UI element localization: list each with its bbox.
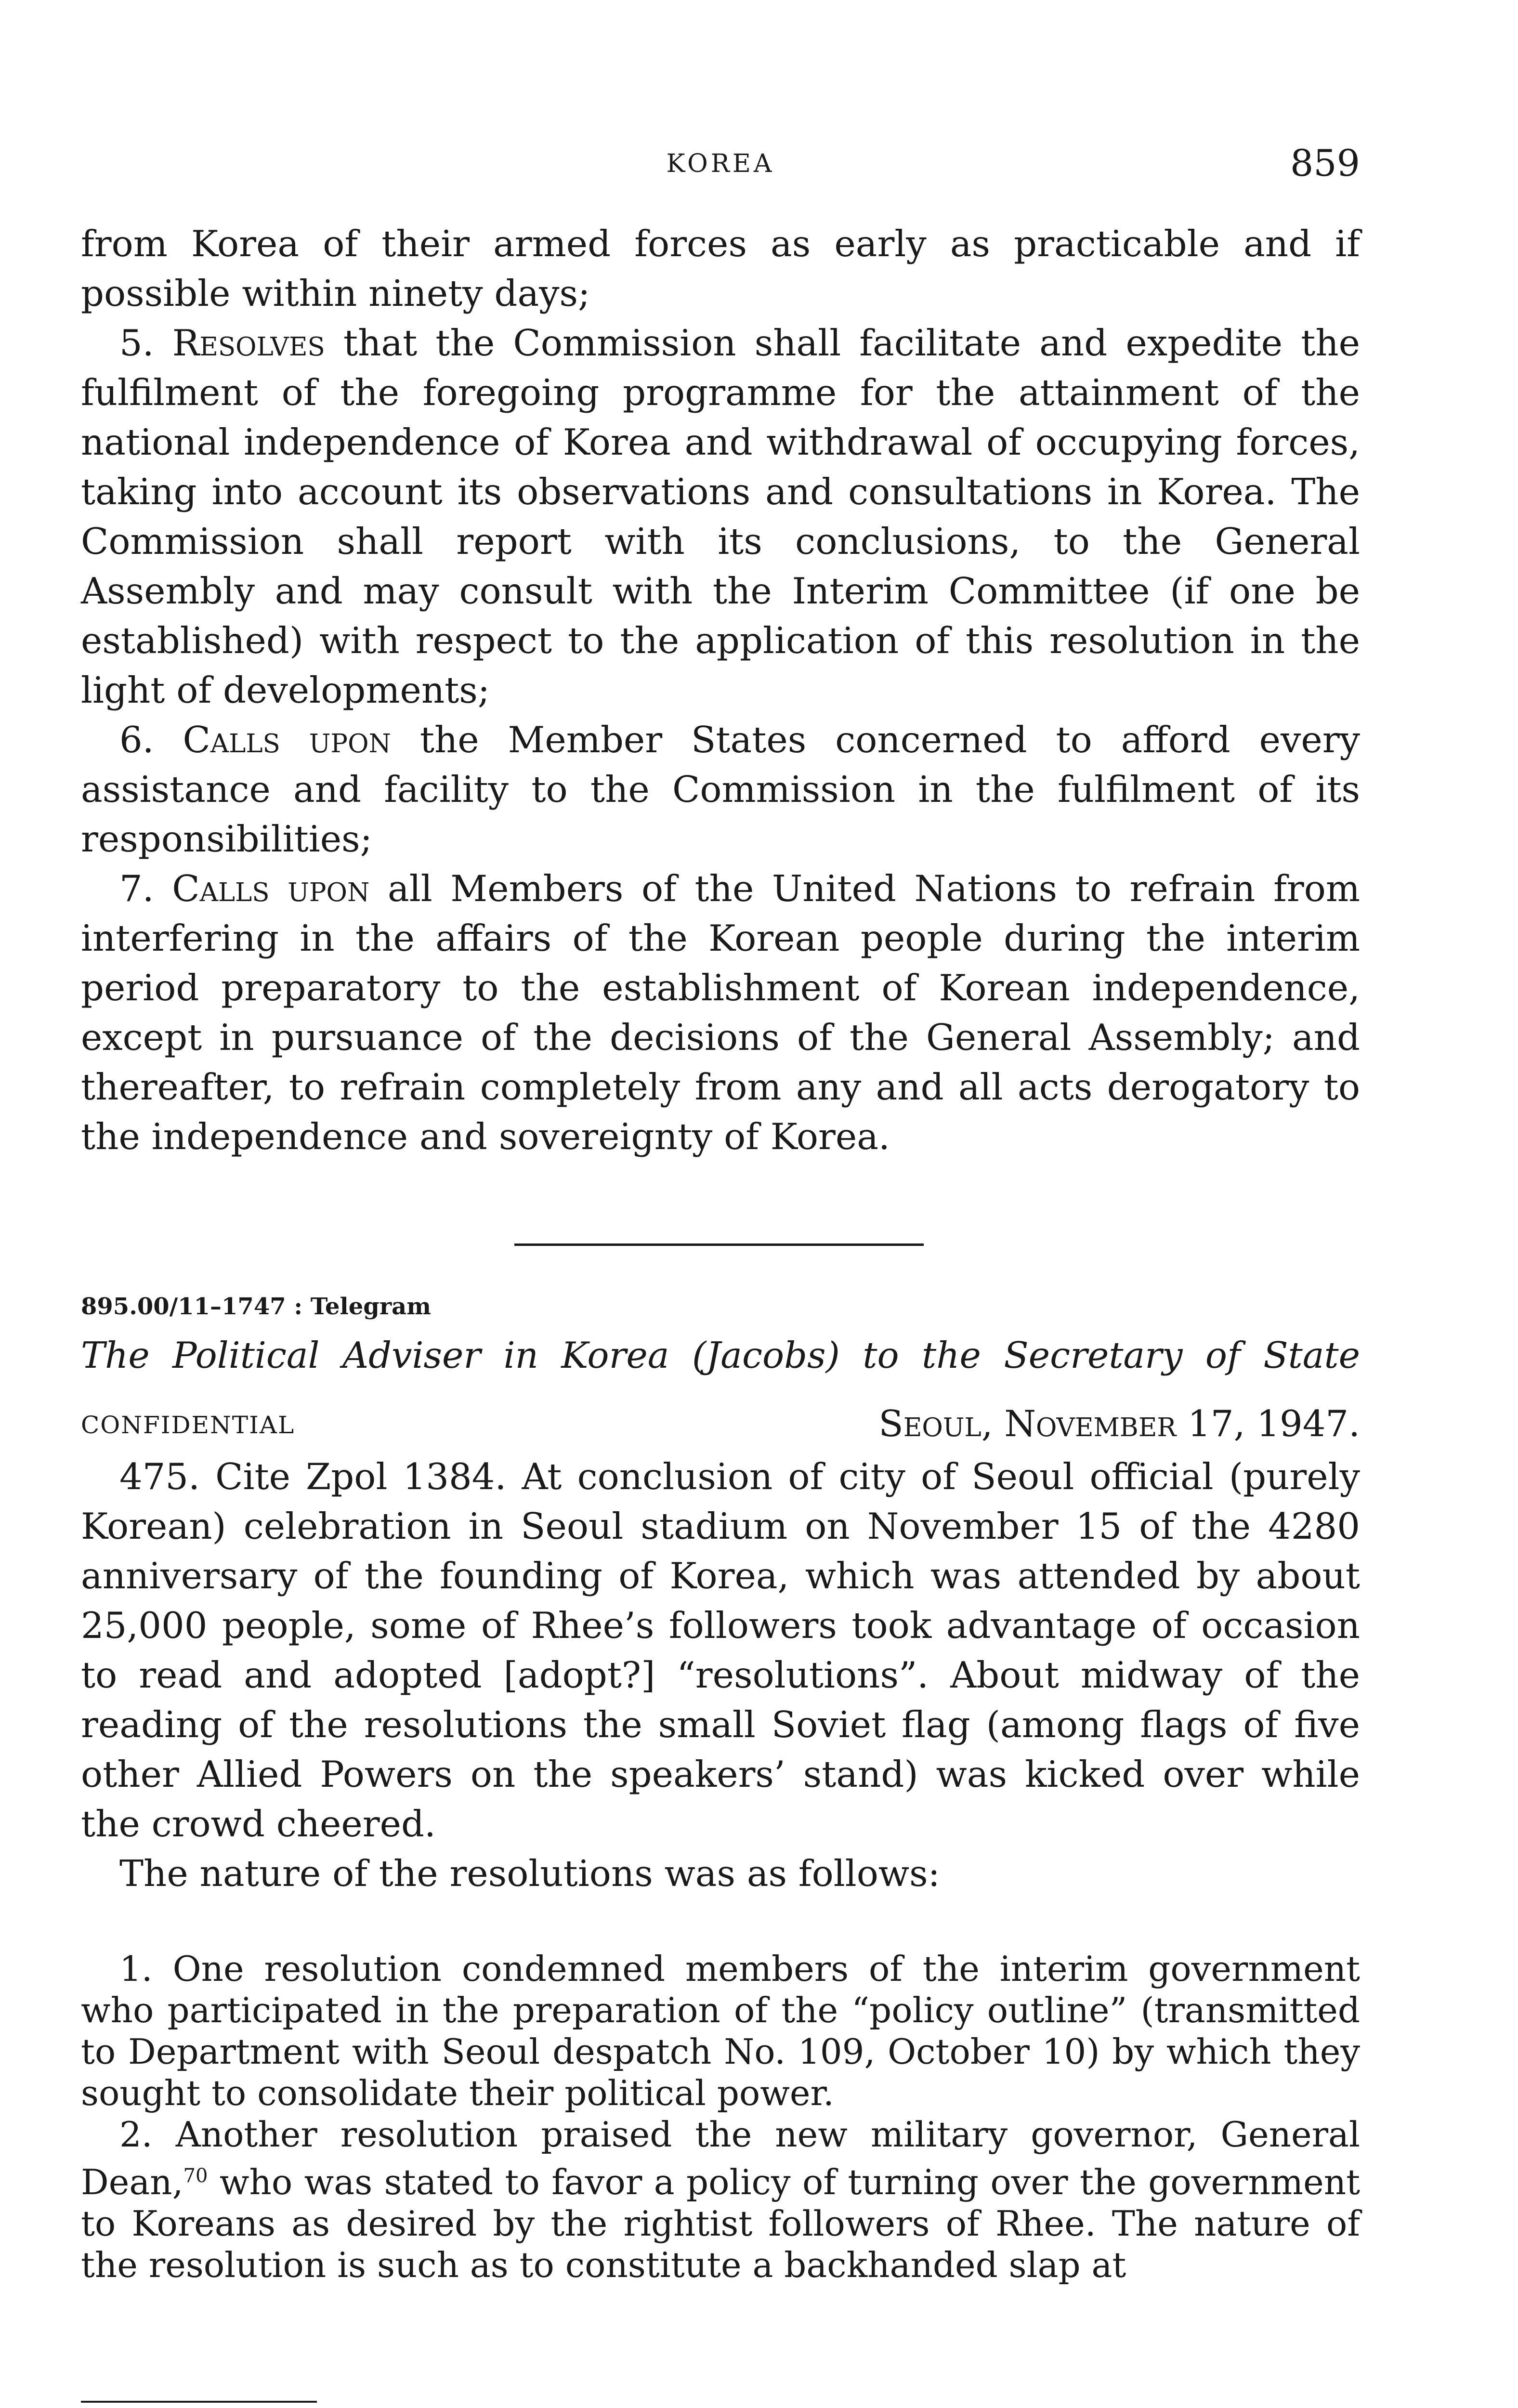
footnote-divider (81, 2401, 317, 2403)
resolution-text (81, 219, 1360, 1162)
running-head-title: KOREA (666, 149, 775, 178)
paragraph-lead: Calls upon (183, 719, 391, 761)
footnote-reference: 70 (183, 2165, 208, 2187)
paragraph-text: all Members of the United Nations to refrain from interfering in the affairs of the Korean people during the interim period preparatory to the establishment of Korean independence, except in pursuance of the decisions of the General Assembly; and thereafter, to refrain completely from any and all acts derogatory to the independence and sovereignty of Korea. (81, 867, 1361, 1158)
paragraph-number: 5. (119, 322, 154, 364)
page-number: 859 (1290, 142, 1360, 184)
resolution-paragraph-continued: from Korea of their armed forces as early as practicable and if possible within ninety days; (81, 222, 1360, 314)
section-divider (514, 1243, 924, 1246)
classification-label: CONFIDENTIAL (81, 1411, 295, 1439)
document-title: The Political Adviser in Korea (Jacobs) to the Secretary of State (81, 1334, 1360, 1376)
resolution-paragraph-6 (81, 715, 1360, 864)
paragraph-text: that the Commission shall facilitate and expedite the fulfilment of the foregoing programme for the attainment of the national independence of Korea and withdrawal of occupying forces, taking into account its observations and consultations in Korea. The Commission shall report with its conclusions, to the General Assembly and may consult with the Interim Committee (if one be established) with respect to the application of this resolution in the light of developments; (81, 322, 1361, 711)
telegram-paragraph-1: 475. Cite Zpol 1384. At conclusion of city of Seoul official (purely Korean) celebration in Seoul stadium on November 15 of the 4280 anniversary of the founding of Korea, which was attended by about 25,000 people, some of Rhee’s followers took advantage of occasion to read and adopted [adopt?] “resolutions”. About midway of the reading of the resolutions the small Soviet flag (among flags of five other Allied Powers on the speakers’ stand) was kicked over while the crowd cheered. (81, 1455, 1360, 1845)
telegram-body (81, 1452, 1360, 1898)
paragraph-lead: Resolves (172, 322, 325, 364)
paragraph-text: the Member States concerned to afford every assistance and facility to the Commission in the fulfilment of its responsibilities; (81, 719, 1361, 860)
list-item-text: who was stated to favor a policy of turning over the government to Koreans as desired by the rightist followers of Rhee. The nature of the resolution is such as to constitute a backhanded slap at (81, 2162, 1360, 2285)
document-page (81, 0, 1360, 2408)
running-head (81, 144, 1360, 183)
resolution-paragraph-7 (81, 864, 1360, 1162)
list-item-2 (81, 2114, 1360, 2286)
telegram-paragraph-2: The nature of the resolutions was as follows: (119, 1852, 940, 1895)
list-item-1: 1. One resolution condemned members of the interim government who participated in the preparation of the “policy outline” (transmitted to Department with Seoul despatch No. 109, October 10) by which they sought to consolidate their political power. (81, 1949, 1360, 2113)
paragraph-number: 6. (119, 719, 154, 761)
file-reference: 895.00/11–1747 : Telegram (81, 1293, 432, 1320)
list-item-text: 2. Another resolution praised the new military governor, General Dean, (81, 2114, 1360, 2202)
paragraph-number: 7. (119, 867, 154, 910)
resolution-paragraph-5 (81, 318, 1360, 715)
dateline: Seoul, November 17, 1947. (878, 1402, 1360, 1445)
paragraph-lead: Calls upon (172, 867, 370, 910)
resolution-list (81, 1948, 1360, 2286)
